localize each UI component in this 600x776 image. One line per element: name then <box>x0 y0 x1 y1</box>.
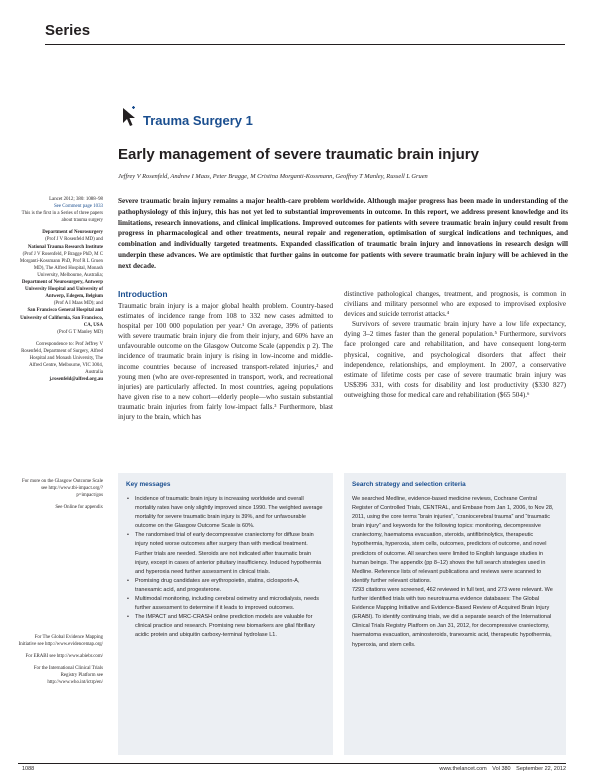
affiliation-detail: (Prof G T Manley MD) <box>57 329 103 335</box>
list-item: • The randomised trial of early decompressive craniectomy for diffuse brain injury noted worse outcomes after surgery than with medical treatment. Further trials are needed. Steroids are not indicated after traumatic brain injury, except in cases of anterior pituitary insufficiency. Induced hypothermia and hyperoxia need further assessment in clinical trials. <box>126 531 325 576</box>
cursor-arrow-icon <box>121 106 139 130</box>
search-strategy-panel <box>344 473 566 755</box>
comment-link[interactable]: See Comment page 1033 <box>53 204 103 210</box>
list-item: • The IMPACT and MRC-CRASH online prediction models are valuable for clinical practice and research. Promising new biomarkers are glial fibrillary acidic protein and ubiquitin carboxy-terminal hydrolase L1. <box>126 613 325 640</box>
section-title: Trauma Surgery 1 <box>143 113 253 128</box>
affiliation-detail: (Prof J V Rosenfeld, P Bragge PhD, M C Morganti-Kossmann PhD, Prof R L Gruen MD), The Alfred Hospital, Monash University, Melbourne, Australia; <box>19 251 103 278</box>
gemi-link[interactable]: For The Global Evidence Mapping Initiative see http://www.evidencemap.org/ <box>18 635 103 648</box>
margin-notes <box>18 196 103 388</box>
affiliation-name: Department of Neurosurgery, Antwerp University Hospital and University of Antwerp, Edegem, Belgium <box>21 280 103 300</box>
header-divider <box>45 44 565 45</box>
list-item: • Multimodal monitoring, including cerebral oximetry and microdialysis, needs further assessment to determine if it leads to improved outcomes. <box>126 595 325 613</box>
key-messages-panel <box>118 473 333 755</box>
affiliation-name: National Trauma Research Institute <box>27 244 103 250</box>
journal-url[interactable]: www.thelancet.com <box>439 766 487 772</box>
series-label: Series <box>45 22 91 39</box>
article-title: Early management of severe traumatic brain injury <box>118 146 479 163</box>
email-link[interactable]: j.rosenfeld@alfred.org.au <box>49 377 103 383</box>
page-number: 1088 <box>22 766 35 772</box>
margin-links-lower <box>18 634 103 692</box>
search-paragraph: We searched Medline, evidence-based medicine reviews, Cochrane Central Register of Controlled Trials, CENTRAL, and Embase from Jan 1, 2006, to Nov 28, 2011, using the core terms “brain injuries”, “craniocerebral trauma” and “traumatic brain injury” and keywords for the following topics: monitoring, decompressive craniectomy, haematoma evacuation, steroids, antifibrinolytics, therapeutic hypothermia, hyperoxia, stem cells, outcomes, predictors of outcome, and novel predictors of outcome. All searches were limited to English language studies in human beings. The appendix (pp 8–12) shows the full search strategies used in Medline. Reference lists of relevant publications and reviews were scanned to identify further relevant citations. <box>352 496 554 584</box>
affiliation-name: Department of Neurosurgery <box>42 230 103 236</box>
citation: Lancet 2012; 380: 1088–98 <box>49 197 103 202</box>
intro-paragraph-continued: distinctive pathological changes, treatment, and prognosis, is common in civilians and military personnel who are exposed to improvised explosive devices and suicide terrorist attacks.⁴ <box>344 290 566 319</box>
list-item: • Promising drug candidates are erythropoietin, statins, ciclosporin-A, tranexamic acid, and progesterone. <box>126 577 325 595</box>
abstract: Severe traumatic brain injury remains a major health-care problem worldwide. Although major progress has been made in understanding of the pathophysiology of this injury, this has not yet led to substantial improvements in outcome. In this report, we address present knowledge and its limitations, research innovations, and clinical implications. Improved outcomes for patients with severe traumatic brain injury could result from progress in pharmacological and other treatments, neural repair and regeneration, optimisation of surgical indications and techniques, and combination and individually targeted treatments. Expanded classification of traumatic brain injury and innovations in research design will underpin these advances. We are optimistic that further gains in outcome for patients with severe traumatic brain injury will be achieved in the next decade. <box>118 197 568 270</box>
intro-paragraph: Traumatic brain injury is a major global health problem. Country-based estimates of incidence range from 108 to 332 new cases admitted to hospital per 100 000 population per year.¹ On average, 39% of patients with severe traumatic brain injury die from their injury, and 60% have an unfavourable outcome on the Glasgow Outcome Scale (appendix p 2). The incidence of traumatic brain injury is rising in low-income and middle-income countries because of increased transport-related injuries,² and young men (who are over-represented in transport, work, and recreational injuries) are particularly affected. In most countries, ageing populations have given rise to a new cohort—elderly people—who sustain substantial traumatic brain injuries from fairly low-impact falls.³ Furthermore, blast injury to the brain, which has <box>118 302 333 422</box>
series-note: This is the first in a Series of three papers about trauma surgery <box>21 211 103 224</box>
intro-heading: Introduction <box>118 289 168 299</box>
journal-info <box>435 766 566 772</box>
list-item: • Incidence of traumatic brain injury is increasing worldwide and overall mortality rates have only slightly improved since 1990. The weighted average mortality for severe traumatic brain injury is 39%, and for unfavourable outcome on the Glasgow Outcome Scale is 60%. <box>126 495 325 531</box>
affiliation-name: San Francisco General Hospital and University of California, San Francisco, CA, USA <box>20 308 103 328</box>
intro-left-column <box>118 289 333 422</box>
author-list: Jeffrey V Rosenfeld, Andrew I Maas, Peter Bragge, M Cristina Morganti-Kossmann, Geoffrey T Manley, Russell L Gruen <box>118 173 428 180</box>
affiliation-detail: (Prof J V Rosenfeld MD) and <box>45 237 103 243</box>
journal-date: September 22, 2012 <box>516 766 566 772</box>
erabi-link[interactable]: For ERABI see http://www.abiebr.com/ <box>25 654 103 660</box>
intro-right-column <box>344 289 566 400</box>
appendix-link[interactable]: See Online for appendix <box>55 505 103 511</box>
intro-paragraph: Survivors of severe traumatic brain injury have a low life expectancy, dying 3–2 times faster than the general population.⁵ Furthermore, survivors face prolonged care and rehabilitation, and have consequent long-term physical, cognitive, and psychological disorders that affect their independence, relationships, and employment. In 2007, a conservative estimate of lifetime costs per case of severe traumatic brain injury was US$396 331, with costs for disability and lost productivity ($330 827) outweighing those for medical care and rehabilitation ($65 504).⁶ <box>344 320 566 399</box>
search-paragraph: 7293 citations were screened, 462 reviewed in full text, and 273 were relevant. We further identified trials with two neurotrauma evidence databases: The Global Evidence Mapping Initiative and Evidence-Based Review of Acquired Brain Injury (ERABI). To identify continuing trials, we did a separate search of the International Clinical Trials Registry Platform on Jan 31, 2012, for decompressive craniectomy, haematoma evacuation, aminosteroids, tranexamic acid, therapeutic hypothermia, hyperoxia, and stem cells. <box>352 586 553 648</box>
affiliation-detail: (Prof A I Maas MD); and <box>53 301 103 307</box>
correspondence: Correspondence to: Prof Jeffrey V Rosenfeld, Department of Surgery, Alfred Hospital and Monash University, The Alfred Centre, Melbourne, VIC 3004, Australia <box>21 341 103 376</box>
footer-divider <box>18 763 566 764</box>
key-messages-heading: Key messages <box>126 481 171 488</box>
search-strategy-heading: Search strategy and selection criteria <box>352 481 466 488</box>
gos-link[interactable]: For more on the Glasgow Outcome Scale see http://www.tbi-impact.org/?p=impact/gos <box>22 479 103 499</box>
registry-link[interactable]: For the International Clinical Trials Registry Platform see http://www.who.int/ictrp/en/ <box>33 666 103 686</box>
journal-volume: Vol 380 <box>492 766 511 772</box>
margin-links <box>18 478 103 516</box>
